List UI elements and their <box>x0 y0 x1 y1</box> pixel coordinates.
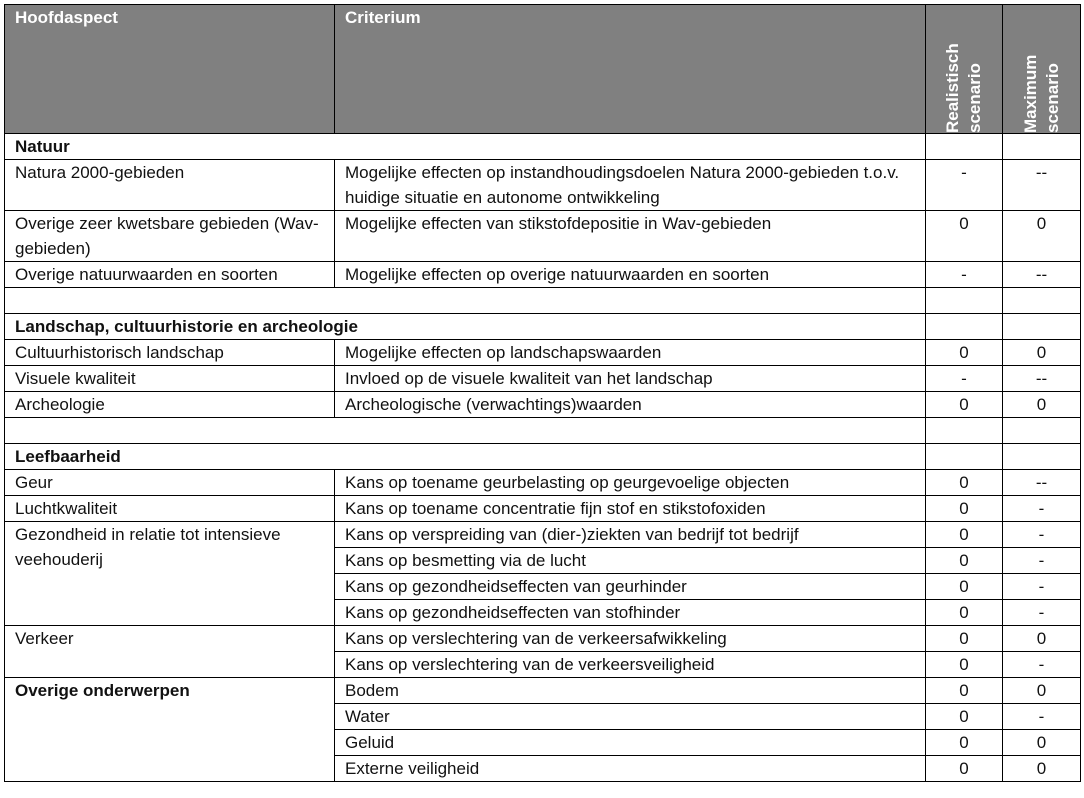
criterium-cell: Invloed op de visuele kwaliteit van het landschap <box>335 366 926 392</box>
aspect-cell: Visuele kwaliteit <box>5 366 335 392</box>
realistisch-score: 0 <box>926 574 1003 600</box>
criterium-cell: Mogelijke effecten op landschapswaarden <box>335 340 926 366</box>
maximum-score: -- <box>1003 160 1081 211</box>
empty-cell <box>926 314 1003 340</box>
section-title: Leefbaarheid <box>5 444 926 470</box>
table-header-row <box>5 5 1081 134</box>
maximum-score: - <box>1003 522 1081 548</box>
spacer-row <box>5 418 1081 444</box>
header-maximum-label: Maximum scenario <box>1020 54 1062 133</box>
empty-cell <box>5 418 926 444</box>
aspect-cell: Natura 2000-gebieden <box>5 160 335 211</box>
assessment-table <box>4 4 1081 782</box>
maximum-score: 0 <box>1003 756 1081 782</box>
table-row <box>5 366 1081 392</box>
criterium-cell: Mogelijke effecten van stikstofdepositie in Wav-gebieden <box>335 211 926 262</box>
criterium-cell: Water <box>335 704 926 730</box>
maximum-score: - <box>1003 600 1081 626</box>
realistisch-score: 0 <box>926 496 1003 522</box>
table-row <box>5 262 1081 288</box>
criterium-cell: Kans op toename geurbelasting op geurgevoelige objecten <box>335 470 926 496</box>
section-row-natuur <box>5 134 1081 160</box>
section-title: Overige onderwerpen <box>5 678 335 782</box>
realistisch-score: 0 <box>926 626 1003 652</box>
criterium-cell: Kans op besmetting via de lucht <box>335 548 926 574</box>
criterium-cell: Archeologische (verwachtings)waarden <box>335 392 926 418</box>
criterium-cell: Kans op toename concentratie fijn stof en stikstofoxiden <box>335 496 926 522</box>
criterium-cell: Kans op gezondheidseffecten van geurhinder <box>335 574 926 600</box>
spacer-row <box>5 288 1081 314</box>
maximum-score: - <box>1003 548 1081 574</box>
empty-cell <box>1003 314 1081 340</box>
empty-cell <box>1003 134 1081 160</box>
realistisch-score: 0 <box>926 522 1003 548</box>
header-realistisch <box>926 5 1003 134</box>
table-row <box>5 678 1081 704</box>
empty-cell <box>926 444 1003 470</box>
criterium-cell: Externe veiligheid <box>335 756 926 782</box>
table-row <box>5 211 1081 262</box>
section-row-leefbaarheid <box>5 444 1081 470</box>
maximum-score: 0 <box>1003 730 1081 756</box>
table-row <box>5 626 1081 652</box>
header-hoofdaspect: Hoofdaspect <box>5 5 335 134</box>
maximum-score: - <box>1003 574 1081 600</box>
aspect-cell: Gezondheid in relatie tot intensieve veehouderij <box>5 522 335 626</box>
realistisch-score: 0 <box>926 756 1003 782</box>
criterium-cell: Mogelijke effecten op overige natuurwaarden en soorten <box>335 262 926 288</box>
criterium-cell: Bodem <box>335 678 926 704</box>
table-row <box>5 160 1081 211</box>
realistisch-score: 0 <box>926 652 1003 678</box>
realistisch-score: - <box>926 160 1003 211</box>
section-row-landschap <box>5 314 1081 340</box>
maximum-score: -- <box>1003 470 1081 496</box>
maximum-score: - <box>1003 704 1081 730</box>
maximum-score: 0 <box>1003 392 1081 418</box>
realistisch-score: 0 <box>926 340 1003 366</box>
criterium-cell: Kans op verslechtering van de verkeersveiligheid <box>335 652 926 678</box>
empty-cell <box>926 288 1003 314</box>
criterium-cell: Kans op verslechtering van de verkeersafwikkeling <box>335 626 926 652</box>
table-row <box>5 392 1081 418</box>
header-criterium: Criterium <box>335 5 926 134</box>
empty-cell <box>5 288 926 314</box>
empty-cell <box>926 134 1003 160</box>
realistisch-score: - <box>926 366 1003 392</box>
maximum-score: - <box>1003 652 1081 678</box>
empty-cell <box>1003 444 1081 470</box>
realistisch-score: 0 <box>926 392 1003 418</box>
realistisch-score: 0 <box>926 600 1003 626</box>
aspect-cell: Archeologie <box>5 392 335 418</box>
table-row <box>5 470 1081 496</box>
maximum-score: 0 <box>1003 211 1081 262</box>
realistisch-score: 0 <box>926 730 1003 756</box>
header-maximum <box>1003 5 1081 134</box>
maximum-score: 0 <box>1003 626 1081 652</box>
maximum-score: -- <box>1003 366 1081 392</box>
empty-cell <box>1003 288 1081 314</box>
aspect-cell: Luchtkwaliteit <box>5 496 335 522</box>
realistisch-score: 0 <box>926 211 1003 262</box>
empty-cell <box>926 418 1003 444</box>
header-realistisch-label: Realistisch scenario <box>943 43 984 133</box>
table-row <box>5 496 1081 522</box>
section-title: Natuur <box>5 134 926 160</box>
aspect-cell: Geur <box>5 470 335 496</box>
realistisch-score: 0 <box>926 548 1003 574</box>
aspect-cell: Verkeer <box>5 626 335 678</box>
maximum-score: - <box>1003 496 1081 522</box>
aspect-cell: Overige zeer kwetsbare gebieden (Wav-gebieden) <box>5 211 335 262</box>
aspect-cell: Cultuurhistorisch landschap <box>5 340 335 366</box>
maximum-score: 0 <box>1003 340 1081 366</box>
section-title: Landschap, cultuurhistorie en archeologie <box>5 314 926 340</box>
maximum-score: -- <box>1003 262 1081 288</box>
criterium-cell: Mogelijke effecten op instandhoudingsdoelen Natura 2000-gebieden t.o.v. huidige situatie en autonome ontwikkeling <box>335 160 926 211</box>
realistisch-score: - <box>926 262 1003 288</box>
realistisch-score: 0 <box>926 678 1003 704</box>
table-row <box>5 340 1081 366</box>
realistisch-score: 0 <box>926 704 1003 730</box>
criterium-cell: Kans op verspreiding van (dier-)ziekten van bedrijf tot bedrijf <box>335 522 926 548</box>
criterium-cell: Geluid <box>335 730 926 756</box>
aspect-cell: Overige natuurwaarden en soorten <box>5 262 335 288</box>
table-row <box>5 522 1081 548</box>
empty-cell <box>1003 418 1081 444</box>
criterium-cell: Kans op gezondheidseffecten van stofhinder <box>335 600 926 626</box>
maximum-score: 0 <box>1003 678 1081 704</box>
realistisch-score: 0 <box>926 470 1003 496</box>
